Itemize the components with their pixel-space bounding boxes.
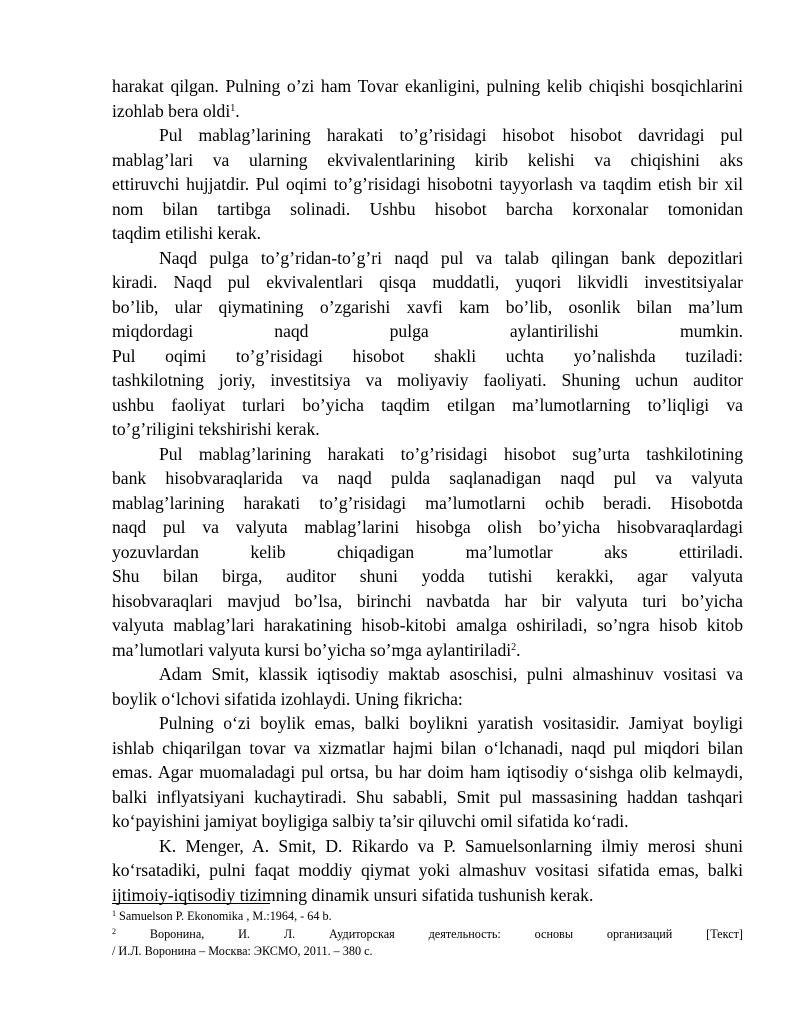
text-line xyxy=(112,662,743,687)
text-line-content: miqdordagi naqd pulga aylantirilishi mumkin. xyxy=(112,321,743,341)
text-line xyxy=(112,295,743,320)
text-line xyxy=(112,344,743,369)
document-body xyxy=(112,74,743,907)
footnote xyxy=(112,908,743,926)
text-line-content: bo’lib, ular qiymatining o’zgarishi xavfi kam bo’lib, osonlik bilan ma’lum xyxy=(112,296,743,317)
text-line xyxy=(112,834,743,859)
footnote-reference[interactable]: 1 xyxy=(230,102,236,114)
text-line-content: emas. Agar muomaladagi pul ortsa, bu har doim ham iqtisodiy o‘sishga olib kelmaydi, xyxy=(112,762,743,782)
text-line xyxy=(112,711,743,736)
text-line xyxy=(112,319,743,344)
text-line xyxy=(112,785,743,810)
text-line-content: K. Menger, A. Smit, D. Rikardo va P. Samuelsonlarning ilmiy merosi shuni xyxy=(159,835,743,856)
text-line xyxy=(112,491,743,516)
text-line-content: Naqd pulga to’g’ridan-to’g’ri naqd pul va talab qilingan bank depozitlari xyxy=(159,247,743,268)
text-line-content: mablag’lari va ularning ekvivalentlarining kirib kelishi va chiqishini aks xyxy=(112,149,743,170)
text-line-content: taqdim etilishi kerak. xyxy=(112,223,262,243)
text-line xyxy=(112,466,743,491)
text-line-content: ushbu faoliyat turlari bo’yicha taqdim etilgan ma’lumotlarning to’liqligi va xyxy=(112,394,743,415)
text-line-content: ma’lumotlari valyuta kursi bo’yicha so’mga aylantiriladi xyxy=(112,639,512,660)
text-line xyxy=(112,148,743,173)
text-line xyxy=(112,270,743,295)
trailing-punctuation: . xyxy=(235,100,240,121)
text-line xyxy=(112,368,743,393)
text-line xyxy=(112,442,743,467)
text-line xyxy=(112,123,743,148)
text-line xyxy=(112,540,743,565)
text-line xyxy=(112,393,743,418)
text-line-content: mablag’larining harakati to’g’risidagi ma’lumotlarni ochib beradi. Hisobotda xyxy=(112,492,743,513)
text-line-content: izohlab bera oldi xyxy=(112,100,231,121)
footnote-reference[interactable]: 2 xyxy=(511,641,517,653)
text-line-content: ishlab chiqarilgan tovar va xizmatlar hajmi bilan o‘lchanadi, naqd pul miqdori bilan xyxy=(112,737,743,758)
text-line-content: kiradi. Naqd pul ekvivalentlari qisqa muddatli, yuqori likvidli investitsiyalar xyxy=(112,272,743,292)
text-line xyxy=(112,736,743,761)
footnote-number: 2 xyxy=(112,926,116,936)
text-line xyxy=(112,638,743,663)
text-line-content: bank hisobvaraqlarida va naqd pulda saqlanadigan naqd pul va valyuta xyxy=(112,468,743,488)
footnote-separator xyxy=(112,903,270,904)
text-line-content: nom bilan tartibga solinadi. Ushbu hisobot barcha korxonalar tomonidan xyxy=(112,198,743,219)
text-line-content: harakat qilgan. Pulning o’zi ham Tovar ekanligini, pulning kelib chiqishi bosqichlarini xyxy=(112,76,743,96)
text-line-content: boylik o‘lchovi sifatida izohlaydi. Uning fikricha: xyxy=(112,688,463,709)
text-line-content: Shu bilan birga, auditor shuni yodda tutishi kerakki, agar valyuta xyxy=(112,566,743,586)
footnote-text: / И.Л. Воронина – Москва: ЭКСМО, 2011. – 380 с. xyxy=(112,944,373,958)
text-line xyxy=(112,760,743,785)
text-line-content: balki inflyatsiyani kuchaytiradi. Shu sababli, Smit pul massasining haddan tashqari xyxy=(112,786,743,807)
text-line-content: yozuvlardan kelib chiqadigan ma’lumotlar aks ettiriladi. xyxy=(112,541,743,562)
text-line-content: ijtimoiy-iqtisodiy tizimning dinamik unsuri sifatida tushunish kerak. xyxy=(112,884,594,905)
text-line-content: to’g’riligini tekshirishi kerak. xyxy=(112,419,320,439)
trailing-punctuation: . xyxy=(516,639,521,660)
footnote-text: Воронина, И. Л. Аудиторская деятельность: основы организаций [Текст] xyxy=(116,926,743,941)
text-line-content: Pulning o‘zi boylik emas, balki boylikni yaratish vositasidir. Jamiyat boyligi xyxy=(159,713,743,733)
text-line-content: Pul oqimi to’g’risidagi hisobot shakli uchta yo’nalishda tuziladi: xyxy=(112,345,743,366)
text-line xyxy=(112,172,743,197)
footnote xyxy=(112,926,743,944)
text-line xyxy=(112,809,743,834)
footnote-number: 1 xyxy=(112,909,116,918)
text-line-content: Pul mablag’larining harakati to’g’risidagi hisobot sug’urta tashkilotining xyxy=(159,443,743,464)
text-line xyxy=(112,515,743,540)
text-line-content: Adam Smit, klassik iqtisodiy maktab asoschisi, pulni almashinuv vositasi va xyxy=(159,664,743,684)
footnote-text: Samuelson P. Ekonomika , M.:1964, - 64 b. xyxy=(116,909,332,923)
text-line-content: ko‘rsatadiki, pulni faqat moddiy qiymat yoki almashuv vositasi sifatida emas, balki xyxy=(112,860,743,880)
text-line xyxy=(112,613,743,638)
text-line xyxy=(112,74,743,99)
text-line-content: naqd pul va valyuta mablag’larini hisobga olish bo’yicha hisobvaraqlardagi xyxy=(112,517,743,537)
text-line xyxy=(112,589,743,614)
text-line xyxy=(112,246,743,271)
text-line xyxy=(112,221,743,246)
text-line xyxy=(112,858,743,883)
text-line xyxy=(112,687,743,712)
text-line xyxy=(112,99,743,124)
text-line-content: valyuta mablag’lari harakatining hisob-kitobi amalga oshiriladi, so’ngra hisob kitob xyxy=(112,615,743,635)
footnotes xyxy=(112,908,743,961)
text-line-content: ettiruvchi hujjatdir. Pul oqimi to’g’risidagi hisobotni tayyorlash va taqdim etish bir xil xyxy=(112,174,743,194)
text-line-content: Pul mablag’larining harakati to’g’risidagi hisobot hisobot davridagi pul xyxy=(159,125,743,145)
text-line-content: ko‘payishini jamiyat boyligiga salbiy ta’sir qiluvchi omil sifatida ko‘radi. xyxy=(112,811,629,831)
text-line xyxy=(112,417,743,442)
text-line xyxy=(112,564,743,589)
text-line-content: hisobvaraqlari mavjud bo’lsa, birinchi navbatda har bir valyuta turi bo’yicha xyxy=(112,590,743,611)
text-line xyxy=(112,197,743,222)
text-line-content: tashkilotning joriy, investitsiya va moliyaviy faoliyati. Shuning uchun auditor xyxy=(112,370,743,390)
footnote xyxy=(112,943,743,961)
